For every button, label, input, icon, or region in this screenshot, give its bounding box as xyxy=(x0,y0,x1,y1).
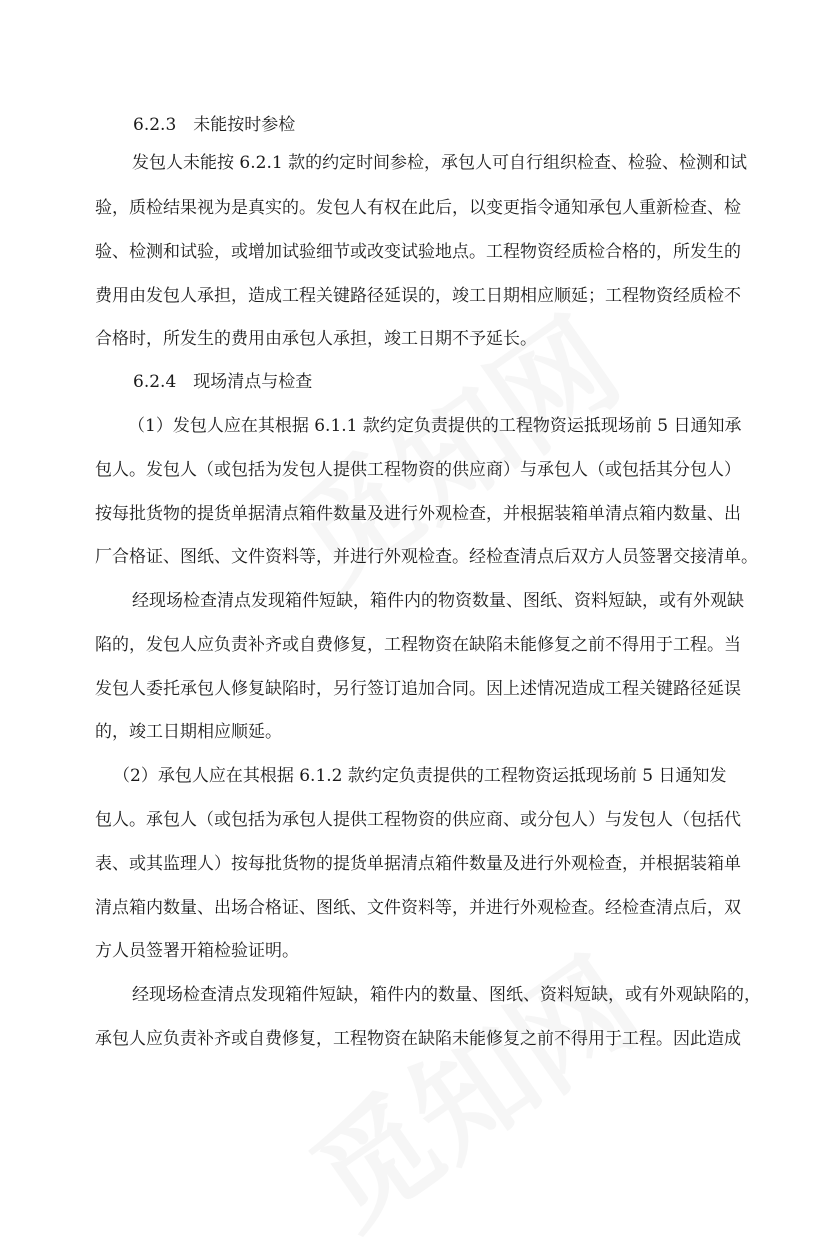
watermark xyxy=(273,912,667,1259)
paragraph-line: 包人。承包人（或包括为承包人提供工程物资的供应商、或分包人）与发包人（包括代 xyxy=(95,810,741,830)
paragraph-line: 合格时，所发生的费用由承包人承担，竣工日期不予延长。 xyxy=(95,329,537,349)
paragraph-line: 经现场检查清点发现箱件短缺，箱件内的数量、图纸、资料短缺，或有外观缺陷的， xyxy=(132,985,761,1005)
paragraph-line: 表、或其监理人）按每批货物的提货单据清点箱件数量及进行外观检查，并根据装箱单 xyxy=(95,854,741,874)
paragraph-line: 陷的，发包人应负责补齐或自费修复，工程物资在缺陷未能修复之前不得用于工程。当 xyxy=(95,635,741,655)
paragraph-line: 按每批货物的提货单据清点箱件数量及进行外观检查，并根据装箱单清点箱内数量、出 xyxy=(95,504,741,524)
paragraph-line: 厂合格证、图纸、文件资料等，并进行外观检查。经检查清点后双方人员签署交接清单。 xyxy=(95,547,758,567)
paragraph-line: 包人。发包人（或包括为发包人提供工程物资的供应商）与承包人（或包括其分包人） xyxy=(95,460,741,480)
paragraph-line: 清点箱内数量、出场合格证、图纸、文件资料等，并进行外观检查。经检查清点后，双 xyxy=(95,898,741,918)
paragraph-line: （2）承包人应在其根据 6.1.2 款约定负责提供的工程物资运抵现场前 5 日通知发 xyxy=(113,766,727,786)
paragraph-line: 验，质检结果视为是真实的。发包人有权在此后，以变更指令通知承包人重新检查、检 xyxy=(95,198,741,218)
paragraph-line: 方人员签署开箱检验证明。 xyxy=(95,941,299,961)
paragraph-line: 承包人应负责补齐或自费修复，工程物资在缺陷未能修复之前不得用于工程。因此造成 xyxy=(95,1029,741,1049)
paragraph-line: 经现场检查清点发现箱件短缺，箱件内的物资数量、图纸、资料短缺，或有外观缺 xyxy=(132,591,744,611)
paragraph-line: 发包人委托承包人修复缺陷时，另行签订追加合同。因上述情况造成工程关键路径延误 xyxy=(95,679,741,699)
paragraph-line: （1）发包人应在其根据 6.1.1 款约定负责提供的工程物资运抵现场前 5 日通知承 xyxy=(128,416,742,436)
paragraph-line: 验、检测和试验，或增加试验细节或改变试验地点。工程物资经质检合格的，所发生的 xyxy=(95,242,741,262)
paragraph-line: 费用由发包人承担，造成工程关键路径延误的，竣工日期相应顺延；工程物资经质检不 xyxy=(95,286,741,306)
section-heading: 6.2.3 未能按时参检 xyxy=(133,115,296,135)
section-heading: 6.2.4 现场清点与检查 xyxy=(133,372,313,392)
paragraph-line: 发包人未能按 6.2.1 款的约定时间参检，承包人可自行组织检查、检验、检测和试 xyxy=(132,153,748,173)
paragraph-line: 的，竣工日期相应顺延。 xyxy=(95,722,282,742)
